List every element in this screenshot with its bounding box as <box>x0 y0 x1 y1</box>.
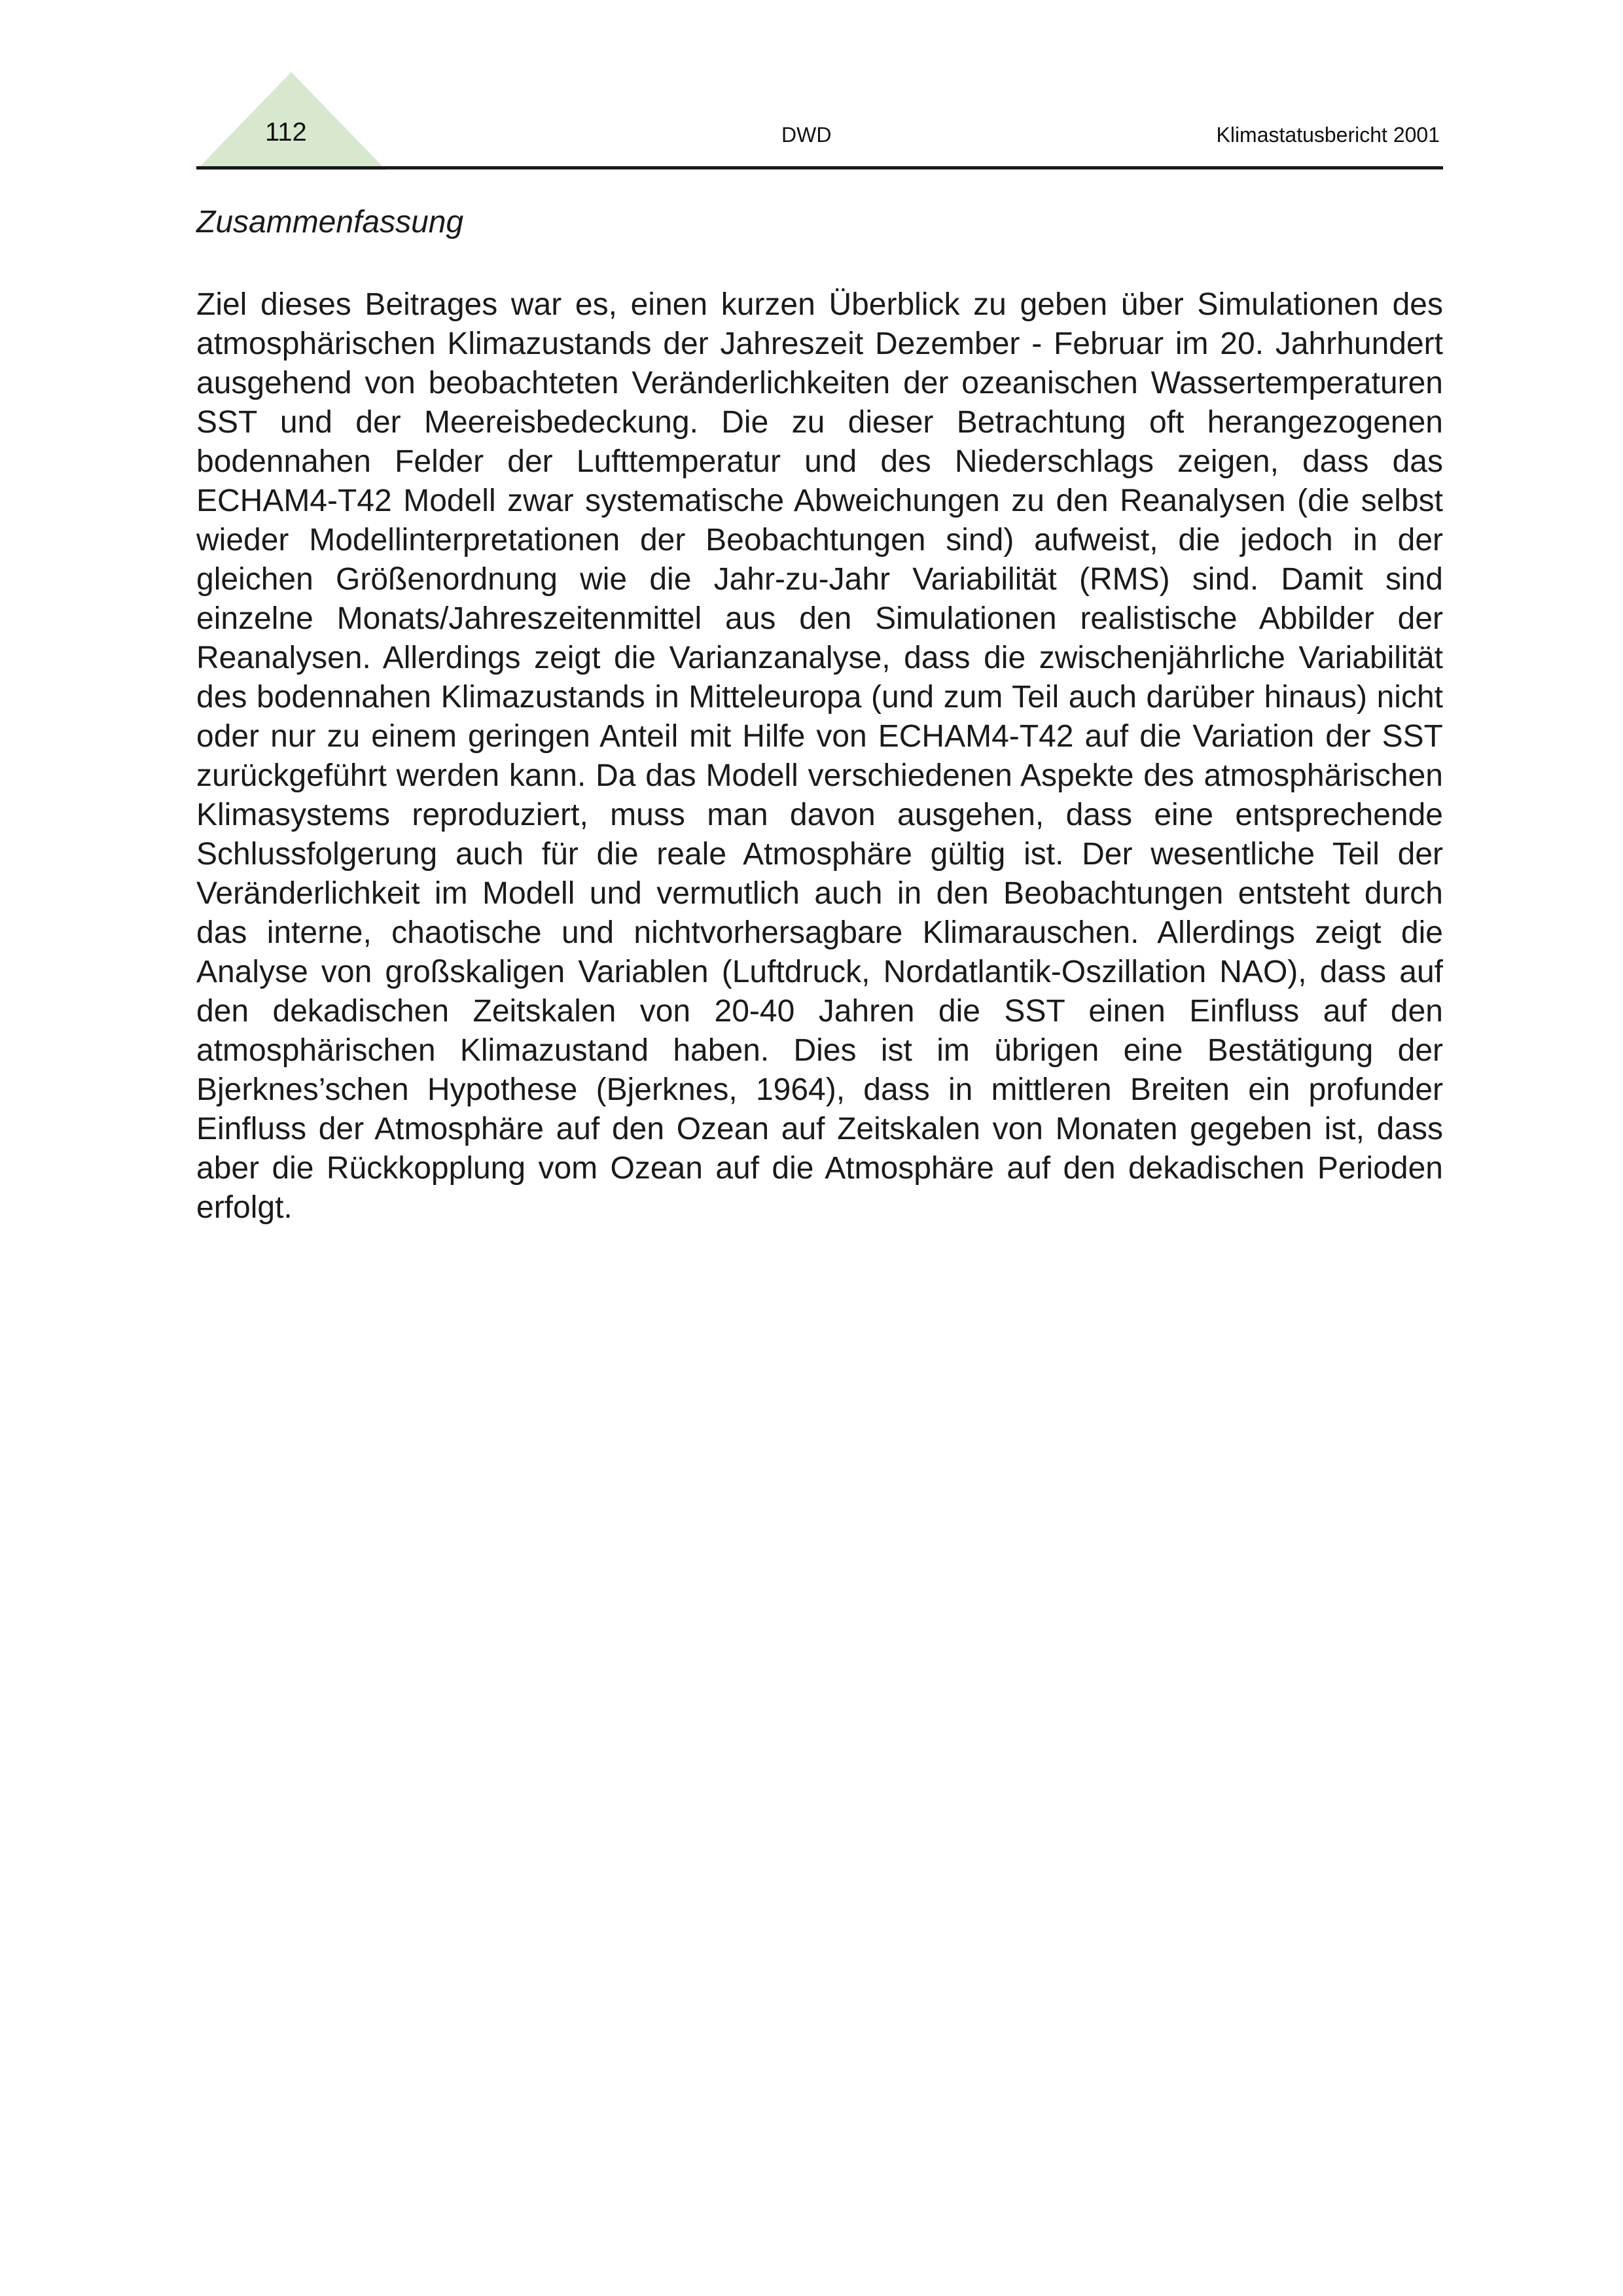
report-title: Klimastatusbericht 2001 <box>1216 123 1440 147</box>
main-content <box>196 203 1443 1227</box>
header-divider <box>196 166 1443 169</box>
summary-paragraph: Ziel dieses Beitrages war es, einen kurzen Überblick zu geben über Simulationen des atmosphärischen Klimazustands der Jahreszeit Dezember - Februar im 20. Jahrhundert ausgehend von beobachteten Veränderlichkeiten der ozeanischen Wassertemperaturen SST und der Meereisbedeckung. Die zu dieser Betrachtung oft herangezogenen bodennahen Felder der Lufttemperatur und des Niederschlags zeigen, dass das ECHAM4-T42 Modell zwar systematische Abweichungen zu den Reanalysen (die selbst wieder Modellinterpretationen der Beobachtungen sind) aufweist, die jedoch in der gleichen Größenordnung wie die Jahr-zu-Jahr Variabilität (RMS) sind. Damit sind einzelne Monats/Jahreszeitenmittel aus den Simulationen realistische Abbilder der Reanalysen. Allerdings zeigt die Varianzanalyse, dass die zwischenjährliche Variabilität des bodennahen Klimazustands in Mitteleuropa (und zum Teil auch darüber hinaus) nicht oder nur zu einem geringen Anteil mit Hilfe von ECHAM4-T42 auf die Variation der SST zurückgeführt werden kann. Da das Modell verschiedenen Aspekte des atmosphärischen Klimasystems reproduziert, muss man davon ausgehen, dass eine entsprechende Schlussfolgerung auch für die reale Atmosphäre gültig ist. Der wesentliche Teil der Veränderlichkeit im Modell und vermutlich auch in den Beobachtungen entsteht durch das interne, chaotische und nichtvorhersagbare Klimarauschen. Allerdings zeigt die Analyse von großskaligen Variablen (Luftdruck, Nordatlantik-Oszillation NAO), dass auf den dekadischen Zeitskalen von 20-40 Jahren die SST einen Einfluss auf den atmosphärischen Klimazustand haben. Dies ist im übrigen eine Bestätigung der Bjerknes’schen Hypothese (Bjerknes, 1964), dass in mittleren Breiten ein profunder Einfluss der Atmosphäre auf den Ozean auf Zeitskalen von Monaten gegeben ist, dass aber die Rückkopplung vom Ozean auf die Atmosphäre auf den dekadischen Perioden erfolgt. <box>196 287 1443 1225</box>
section-title: Zusammenfassung <box>196 205 464 239</box>
page-number: 112 <box>265 118 307 147</box>
page-header <box>0 0 1623 177</box>
publisher-label: DWD <box>781 123 832 147</box>
